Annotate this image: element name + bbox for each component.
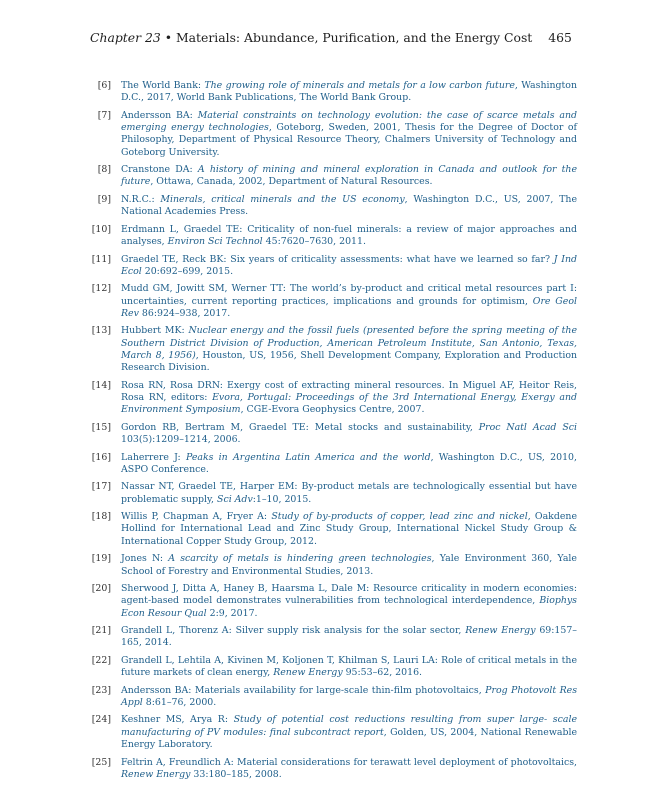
reference-title: Environ Sci Technol xyxy=(167,236,263,248)
reference-item xyxy=(84,481,577,506)
reference-text[interactable] xyxy=(121,452,577,475)
reference-text[interactable] xyxy=(121,511,577,547)
reference-text[interactable] xyxy=(121,553,577,576)
reference-title: Minerals, critical minerals and the US economy xyxy=(160,193,405,205)
reference-segment: 86:924–938, 2017. xyxy=(138,307,231,319)
reference-segment: N.R.C.: xyxy=(121,193,161,205)
reference-segment: 103(5):1209–1214, 2006. xyxy=(121,434,241,446)
reference-text[interactable] xyxy=(121,254,577,277)
reference-segment: 8:61–76, 2000. xyxy=(142,696,217,708)
reference-title: Proc Natl Acad Sci xyxy=(478,421,577,433)
reference-text[interactable] xyxy=(121,80,577,103)
reference-text[interactable] xyxy=(121,110,577,158)
reference-number: [17] xyxy=(91,481,111,493)
header-bullet: • xyxy=(164,30,172,45)
reference-number: [19] xyxy=(91,553,111,565)
reference-segment: , Washington D.C., US, 2007, The National Academies Press. xyxy=(121,193,577,218)
chapter-label: Chapter 23 xyxy=(90,30,161,45)
reference-segment: Grandell L, Lehtila A, Kivinen M, Koljonen T, Khilman S, Lauri LA: Role of critical metals in the future markets of clean energy, xyxy=(121,654,577,679)
reference-segment: , Houston, US, 1956, Shell Development Company, Exploration and Production Research Division. xyxy=(121,349,577,374)
reference-number: [11] xyxy=(91,253,111,265)
reference-list xyxy=(84,80,577,786)
reference-item xyxy=(84,583,577,620)
reference-text[interactable] xyxy=(121,224,577,247)
reference-text[interactable] xyxy=(121,380,577,416)
page-number: 465 xyxy=(548,30,572,45)
reference-text[interactable] xyxy=(121,714,577,750)
reference-number: [15] xyxy=(91,421,111,433)
reference-number: [22] xyxy=(91,654,111,666)
reference-item xyxy=(84,553,577,578)
reference-text[interactable] xyxy=(121,164,577,187)
reference-segment: Andersson BA: xyxy=(121,109,198,121)
reference-segment: 45:7620–7630, 2011. xyxy=(262,236,366,248)
reference-number: [8] xyxy=(97,164,111,176)
chapter-title: Materials: Abundance, Purification, and the Energy Cost xyxy=(175,30,533,45)
reference-segment: Keshner MS, Arya R: xyxy=(121,714,234,726)
reference-segment: Feltrin A, Freundlich A: Material considerations for terawatt level deployment of photovoltaics, xyxy=(121,756,577,768)
reference-number: [23] xyxy=(91,684,111,696)
reference-title: The growing role of minerals and metals for a low carbon future xyxy=(204,80,515,91)
reference-title: A history of mining and mineral exploration in Canada and outlook for the future xyxy=(121,164,578,188)
reference-segment: Mudd GM, Jowitt SM, Werner TT: The world’s by-product and critical metal resources part I: uncertainties, current reporting practices, implications and grounds for optimism, xyxy=(121,283,577,307)
reference-title: Prog Photovolt Res Appl xyxy=(121,684,577,708)
reference-title: A scarcity of metals is hindering green technologies xyxy=(168,553,432,565)
reference-item xyxy=(84,422,577,447)
reference-segment: Laherrere J: xyxy=(121,451,186,463)
reference-item xyxy=(84,714,577,751)
reference-item xyxy=(84,325,577,374)
reference-item xyxy=(84,80,577,105)
reference-number: [25] xyxy=(91,756,111,768)
reference-title: Peaks in Argentina Latin America and the world xyxy=(185,451,431,463)
reference-number: [6] xyxy=(97,80,111,91)
reference-title: Renew Energy xyxy=(121,768,191,780)
reference-number: [20] xyxy=(91,583,111,595)
reference-segment: Sherwood J, Ditta A, Haney B, Haarsma L, Dale M: Resource criticality in modern economies: agent-based model demonstrates vulnerabilities from technological interdependence, xyxy=(121,583,577,607)
reference-title: Renew Energy xyxy=(273,667,343,679)
reference-text[interactable] xyxy=(121,283,577,319)
reference-title: Study of potential cost reductions resulting from super large- scale manufacturing of PV modules: final subcontract report xyxy=(121,714,577,738)
reference-number: [24] xyxy=(91,714,111,726)
reference-segment: , Washington D.C., US, 2010, ASPO Conference. xyxy=(121,451,577,475)
reference-segment: 95:53–62, 2016. xyxy=(342,667,423,679)
reference-segment: Cranstone DA: xyxy=(121,164,198,176)
reference-segment: :1–10, 2015. xyxy=(252,493,312,505)
reference-number: [14] xyxy=(91,379,111,391)
reference-segment: , Oakdene Hollind for International Lead and Zinc Study Group, International Nickel Study Group & International Copper Study Group, 2012. xyxy=(121,511,577,547)
reference-segment: The World Bank: xyxy=(121,80,205,91)
reference-item xyxy=(84,757,577,782)
reference-item xyxy=(84,110,577,159)
reference-title: Biophys Econ Resour Qual xyxy=(121,595,577,619)
reference-segment: Willis P, Chapman A, Fryer A: xyxy=(121,511,272,523)
reference-text[interactable] xyxy=(121,325,577,373)
reference-item xyxy=(84,655,577,680)
reference-text[interactable] xyxy=(121,655,577,678)
reference-item xyxy=(84,224,577,249)
reference-segment: 20:692–699, 2015. xyxy=(141,265,234,277)
reference-item xyxy=(84,685,577,710)
reference-segment: 33:180–185, 2008. xyxy=(190,768,282,780)
reference-segment: , Ottawa, Canada, 2002, Department of Natural Resources. xyxy=(150,176,433,188)
reference-segment: Hubbert MK: xyxy=(121,325,189,337)
reference-segment: Rosa RN, Rosa DRN: Exergy cost of extracting mineral resources. In Miguel AF, Heitor Reis, Rosa RN, editors: xyxy=(121,379,577,404)
reference-text[interactable] xyxy=(121,194,577,217)
reference-number: [9] xyxy=(97,193,111,205)
reference-segment: Grandell L, Thorenz A: Silver supply risk analysis for the solar sector, xyxy=(121,625,466,637)
reference-title: Renew Energy xyxy=(465,625,536,637)
reference-segment: , Golden, US, 2004, National Renewable Energy Laboratory. xyxy=(121,726,577,751)
reference-title: Sci Adv xyxy=(217,493,253,505)
reference-text[interactable] xyxy=(121,685,577,708)
reference-item xyxy=(84,511,577,548)
reference-segment: 2:9, 2017. xyxy=(206,607,258,619)
reference-title: Ore Geol Rev xyxy=(121,295,577,319)
reference-title: Study of by-products of copper, lead zinc and nickel xyxy=(271,511,528,523)
reference-number: [7] xyxy=(97,109,111,121)
reference-item xyxy=(84,194,577,219)
reference-text[interactable] xyxy=(121,583,577,619)
reference-segment: Nassar NT, Graedel TE, Harper EM: By-product metals are technologically essential but have problematic supply, xyxy=(121,481,577,505)
reference-segment: Gordon RB, Bertram M, Graedel TE: Metal stocks and sustainability, xyxy=(121,421,479,433)
reference-item xyxy=(84,164,577,189)
reference-segment: 69:157–165, 2014. xyxy=(121,625,577,649)
reference-number: [18] xyxy=(91,511,111,523)
reference-number: [10] xyxy=(91,223,111,235)
reference-segment: , CGE-Evora Geophysics Centre, 2007. xyxy=(240,404,425,416)
reference-segment: Graedel TE, Reck BK: Six years of criticality assessments: what have we learned so far? xyxy=(121,253,554,265)
reference-segment: Andersson BA: Materials availability for large-scale thin-film photovoltaics, xyxy=(121,684,486,696)
reference-number: [21] xyxy=(91,625,111,637)
reference-number: [13] xyxy=(91,325,111,337)
reference-item xyxy=(84,625,577,650)
reference-item xyxy=(84,254,577,279)
reference-item xyxy=(84,452,577,477)
reference-number: [12] xyxy=(91,283,111,295)
reference-text[interactable] xyxy=(121,481,577,504)
reference-title: Nuclear energy and the fossil fuels (presented before the spring meeting of the Southern District Division of Production, American Petroleum Institute, San Antonio, Texas, March 8, 1956) xyxy=(121,325,577,361)
reference-title: J Ind Ecol xyxy=(121,253,577,277)
reference-segment: , Goteborg, Sweden, 2001, Thesis for the Degree of Doctor of Philosophy, Department of Physical Resource Theory, Chalmers University of Technology and Goteborg University. xyxy=(121,122,578,158)
reference-segment: , Yale Environment 360, Yale School of Forestry and Environmental Studies, 2013. xyxy=(121,553,577,577)
reference-segment: Jones N: xyxy=(121,553,169,565)
reference-item xyxy=(84,283,577,320)
reference-text[interactable] xyxy=(121,422,577,445)
running-head xyxy=(90,30,570,45)
reference-segment: , Washington D.C., 2017, World Bank Publications, The World Bank Group. xyxy=(121,80,577,104)
reference-text[interactable] xyxy=(121,757,577,780)
reference-item xyxy=(84,380,577,417)
reference-title: Material constraints on technology evolution: the case of scarce metals and emerging energy technologies xyxy=(121,109,577,134)
reference-segment: Erdmann L, Graedel TE: Criticality of non-fuel minerals: a review of major approaches and analyses, xyxy=(121,223,577,248)
reference-number: [16] xyxy=(91,451,111,463)
reference-text[interactable] xyxy=(121,625,577,648)
reference-title: Evora, Portugal: Proceedings of the 3rd International Energy, Exergy and Environment Symposium xyxy=(121,392,577,416)
